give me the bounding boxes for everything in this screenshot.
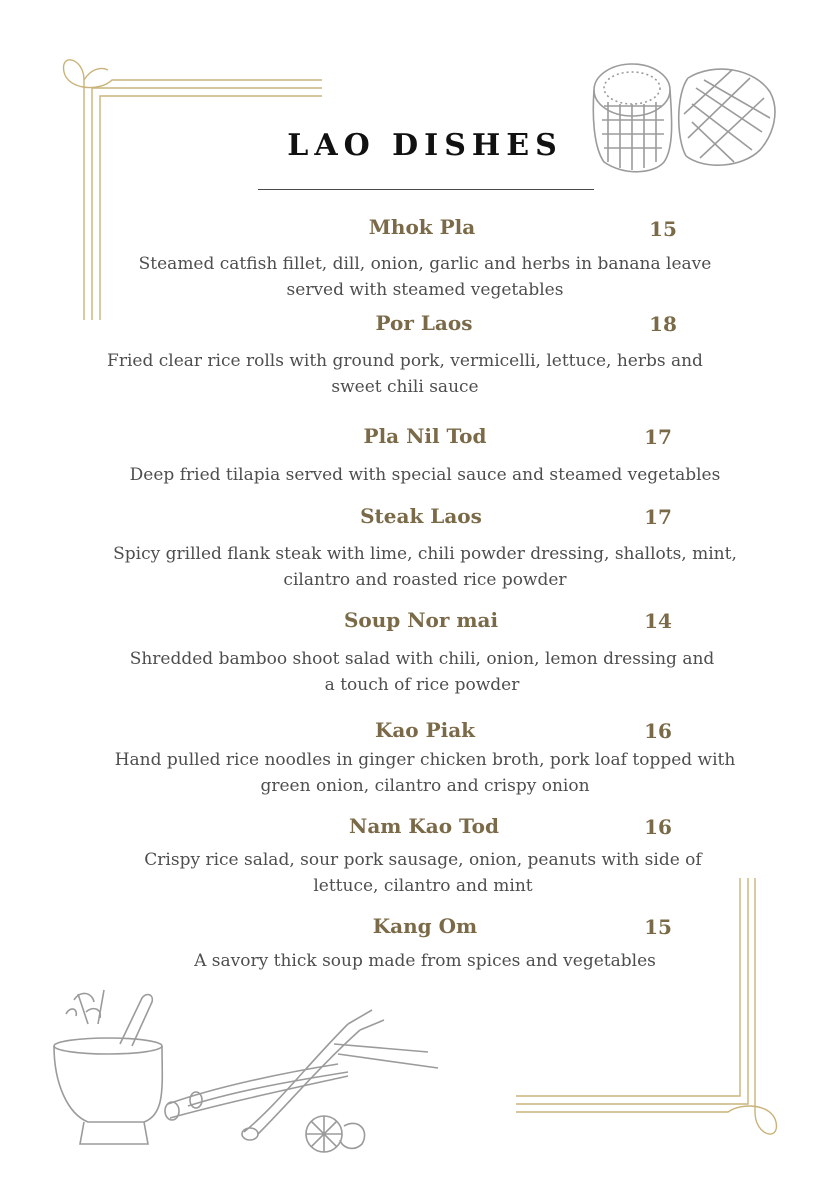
dish-price: 15 — [649, 217, 677, 241]
dish-description-line: green onion, cilantro and crispy onion — [260, 776, 590, 796]
dish-description-line: Spicy grilled flank steak with lime, chili powder dressing, shallots, mint, — [113, 544, 737, 564]
dish-description-line: Hand pulled rice noodles in ginger chicken broth, pork loaf topped with — [114, 750, 736, 770]
dish-name: Soup Nor mai — [343, 608, 499, 632]
dish-name: Nam Kao Tod — [349, 814, 499, 838]
dish-description — [85, 348, 725, 400]
dish-name: Mhok Pla — [368, 215, 476, 239]
mortar-pestle-lemongrass-lime-icon — [48, 984, 452, 1154]
dish-description-line: Crispy rice salad, sour pork sausage, onion, peanuts with side of — [144, 850, 702, 870]
dish-description-line: Shredded bamboo shoot salad with chili, onion, lemon dressing and — [129, 649, 715, 669]
dish-description-line: cilantro and roasted rice powder — [283, 570, 567, 590]
dish-price: 14 — [644, 609, 672, 633]
dish-description — [105, 747, 745, 799]
dish-description — [105, 251, 745, 303]
dish-description — [102, 646, 742, 698]
title-divider — [258, 189, 594, 190]
dish-description-line: a touch of rice powder — [324, 675, 520, 695]
dish-description-line: Fried clear rice rolls with ground pork, vermicelli, lettuce, herbs and — [107, 351, 703, 371]
dish-name: Kang Om — [372, 914, 478, 938]
dish-description — [103, 847, 743, 899]
dish-description-line: served with steamed vegetables — [286, 280, 564, 300]
dish-price: 15 — [644, 915, 672, 939]
dish-name: Por Laos — [375, 311, 473, 335]
dish-description-line: Deep fried tilapia served with special sauce and steamed vegetables — [129, 465, 721, 485]
dish-description-line: sweet chili sauce — [331, 377, 479, 397]
dish-name: Pla Nil Tod — [363, 424, 487, 448]
dish-price: 16 — [644, 719, 672, 743]
menu-title: LAO DISHES — [287, 128, 563, 163]
dish-description-line: Steamed catfish fillet, dill, onion, garlic and herbs in banana leave — [138, 254, 712, 274]
dish-price: 17 — [644, 425, 672, 449]
dish-description-line: lettuce, cilantro and mint — [313, 876, 533, 896]
dish-description — [105, 948, 745, 974]
dish-price: 18 — [649, 312, 677, 336]
dish-description-line: A savory thick soup made from spices and vegetables — [194, 951, 656, 971]
dish-name: Kao Piak — [374, 718, 476, 742]
dish-name: Steak Laos — [360, 504, 482, 528]
dish-description — [105, 541, 745, 593]
dish-price: 16 — [644, 815, 672, 839]
dish-description — [105, 462, 745, 488]
dish-price: 17 — [644, 505, 672, 529]
